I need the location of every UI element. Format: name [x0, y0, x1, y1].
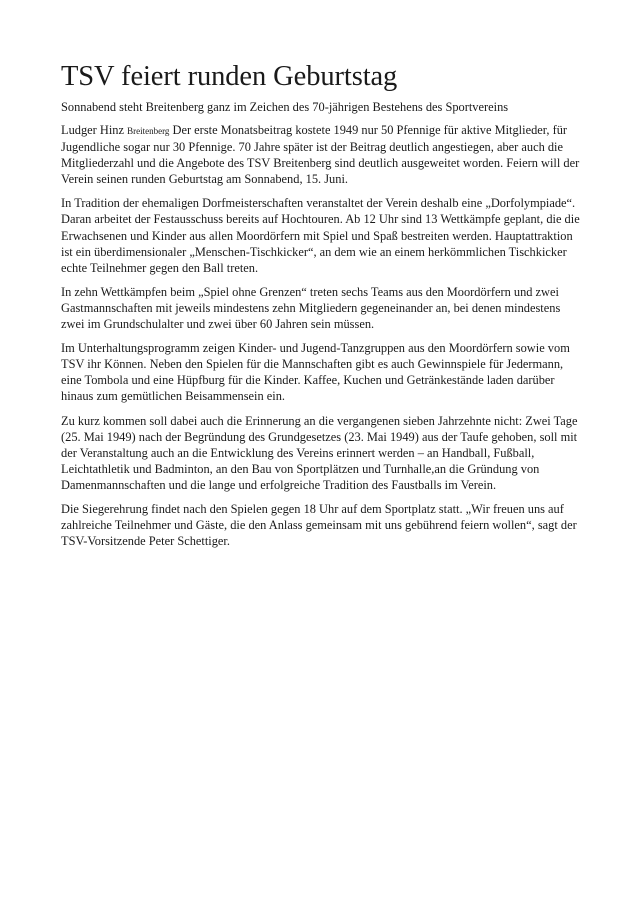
article-paragraph: Im Unterhaltungsprogramm zeigen Kinder- und Jugend-Tanzgruppen aus den Moordörfern sowie vom TSV ihr Können. Neben den Spielen für die Mannschaften gibt es auch Gewinnspiele für Jedermann, eine Tombola und eine Hüpfburg für die Kinder. Kaffee, Kuchen und Getränkestände laden darüber hinaus zum gemütlichen Beisammensein ein. — [61, 341, 570, 404]
article-headline: TSV feiert runden Geburtstag — [61, 61, 398, 92]
byline-author: Ludger Hinz — [61, 123, 124, 137]
article — [61, 60, 581, 557]
article-paragraph: Die Siegerehrung findet nach den Spielen gegen 18 Uhr auf dem Sportplatz statt. „Wir freuen uns auf zahlreiche Teilnehmer und Gäste, die den Anlass gemeinsam mit uns gebührend feiern wollen“, sagt der TSV-Vorsitzende Peter Schettiger. — [61, 501, 577, 549]
article-paragraph: In Tradition der ehemaligen Dorfmeisterschaften veranstaltet der Verein deshalb eine „Dorfolympiade“. Daran arbeitet der Festausschuss bereits auf Hochtouren. Ab 12 Uhr sind 13 Wettkämpfe geplant, die die Erwachsenen und Kinder aus allen Moordörfern mit Spiel und Spaß bestreiten werden. Hauptattraktion ist ein überdimensionaler „Menschen-Tischkicker“, an dem wie an einem herkömmlichen Tischkicker echte Teilnehmer gegen den Ball treten. — [61, 196, 580, 275]
article-subhead: Sonnabend steht Breitenberg ganz im Zeichen des 70-jährigen Bestehens des Sportvereins — [61, 100, 509, 114]
lead-text: Der erste Monatsbeitrag kostete 1949 nur 50 Pfennige für aktive Mitglieder, für Jugendliche sogar nur 30 Pfennige. 70 Jahre später ist der Beitrag deutlich angestiegen, aber auch die Mitgliederzahl und die Angebote des TSV Breitenberg sind deutlich ausgeweitet worden. Feiern will der Verein seinen runden Geburtstag am Sonnabend, 15. Juni. — [61, 123, 580, 187]
article-paragraph: Zu kurz kommen soll dabei auch die Erinnerung an die vergangenen sieben Jahrzehnte nicht: Zwei Tage (25. Mai 1949) nach der Begründung des Grundgesetzes (23. Mai 1949) aus der Taufe gehoben, soll mit der Veranstaltung auch an die Entwicklung des Vereins erinnert werden – an Handball, Fußball, Leichtathletik und Badminton, an den Bau von Sportplätzen und Turnhalle,an die Gründung von Damenmannschaften und die lange und erfolgreiche Tradition des Faustballs im Verein. — [61, 413, 578, 492]
article-paragraph: In zehn Wettkämpfen beim „Spiel ohne Grenzen“ treten sechs Teams aus den Moordörfern und zwei Gastmannschaften mit jeweils mindestens zehn Mitgliedern gegeneinander an, bei denen mindestens zwei im Grundschulalter und zwei über 60 Jahren sein müssen. — [61, 284, 561, 332]
byline-place: Breitenberg — [127, 126, 170, 136]
article-lead-paragraph — [61, 122, 581, 187]
